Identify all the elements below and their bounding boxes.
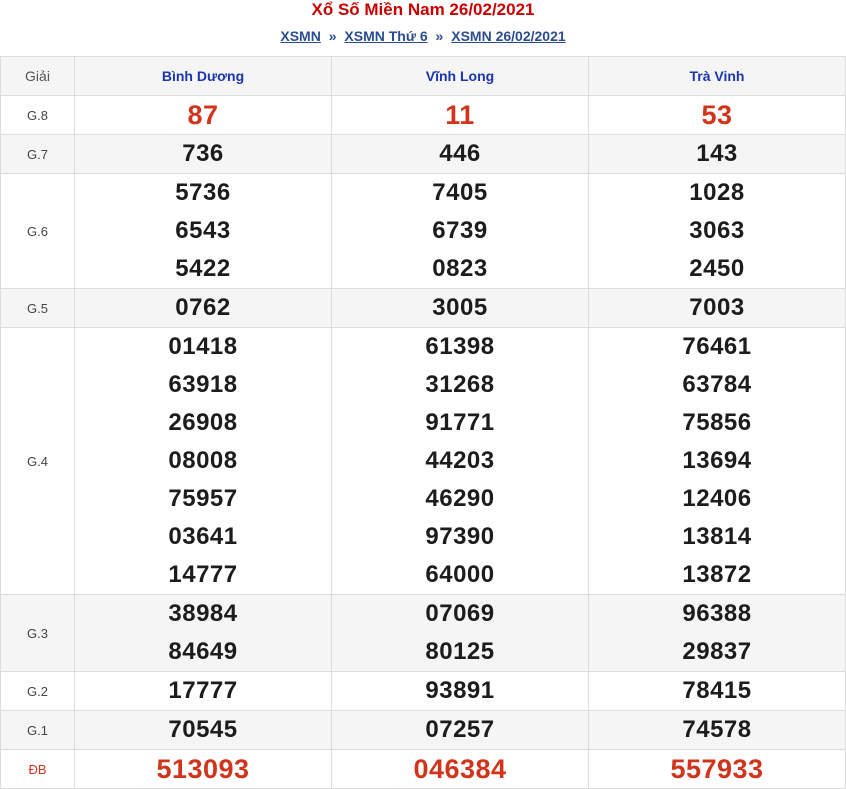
result-cell <box>589 174 846 289</box>
result-number: 46290 <box>425 485 495 512</box>
province-header-tra-vinh[interactable]: Trà Vinh <box>589 57 846 96</box>
result-number: 96388 <box>682 600 752 627</box>
highlight-number: 513093 <box>156 754 250 784</box>
table-row <box>1 96 846 135</box>
breadcrumb-link-xsmn-thu-6[interactable]: XSMN Thứ 6 <box>344 28 428 44</box>
result-cell <box>332 711 589 750</box>
result-number: 12406 <box>682 485 752 512</box>
table-row <box>1 174 846 289</box>
result-number: 64000 <box>425 561 495 588</box>
table-row <box>1 750 846 789</box>
breadcrumb <box>0 26 846 48</box>
result-cell <box>589 672 846 711</box>
result-number: 38984 <box>168 600 238 627</box>
result-cell <box>332 672 589 711</box>
result-number: 14777 <box>168 561 238 588</box>
prize-label: G.6 <box>1 174 75 289</box>
result-cell <box>332 289 589 328</box>
breadcrumb-separator: » <box>328 28 337 44</box>
result-number: 61398 <box>425 333 495 360</box>
result-number: 7405 <box>432 179 488 206</box>
result-number: 13872 <box>682 561 752 588</box>
result-cell <box>332 96 589 135</box>
result-number: 78415 <box>682 677 752 704</box>
result-cell <box>332 174 589 289</box>
result-number: 31268 <box>425 371 495 398</box>
result-cell <box>75 135 332 174</box>
result-cell <box>332 135 589 174</box>
result-number: 93891 <box>425 677 495 704</box>
result-number: 08008 <box>168 447 238 474</box>
result-cell <box>332 595 589 672</box>
breadcrumb-separator: » <box>435 28 444 44</box>
result-cell <box>332 750 589 789</box>
prize-label: G.7 <box>1 135 75 174</box>
result-number: 70545 <box>168 716 238 743</box>
result-cell <box>589 711 846 750</box>
table-row <box>1 595 846 672</box>
result-cell <box>75 96 332 135</box>
prize-label: G.5 <box>1 289 75 328</box>
table-row <box>1 289 846 328</box>
result-number: 01418 <box>168 333 238 360</box>
highlight-number: 11 <box>445 100 475 130</box>
result-number: 75856 <box>682 409 752 436</box>
results-table <box>0 56 846 789</box>
result-cell <box>75 711 332 750</box>
result-number: 5736 <box>175 179 231 206</box>
prize-label: G.4 <box>1 328 75 595</box>
prize-label: ĐB <box>1 750 75 789</box>
result-number: 1028 <box>689 179 745 206</box>
result-number: 03641 <box>168 523 238 550</box>
highlight-number: 87 <box>187 100 219 130</box>
prize-label: G.2 <box>1 672 75 711</box>
result-number: 91771 <box>425 409 495 436</box>
result-number: 143 <box>696 140 738 167</box>
result-number: 2450 <box>689 255 745 282</box>
result-number: 44203 <box>425 447 495 474</box>
result-cell <box>75 328 332 595</box>
table-header-row <box>1 57 846 96</box>
table-row <box>1 672 846 711</box>
result-number: 3005 <box>432 294 488 321</box>
result-cell <box>75 672 332 711</box>
result-number: 6739 <box>432 217 488 244</box>
result-number: 13694 <box>682 447 752 474</box>
result-number: 26908 <box>168 409 238 436</box>
result-number: 0823 <box>432 255 488 282</box>
result-number: 63918 <box>168 371 238 398</box>
highlight-number: 557933 <box>670 754 764 784</box>
result-cell <box>75 595 332 672</box>
result-number: 446 <box>439 140 481 167</box>
breadcrumb-link-xsmn-date[interactable]: XSMN 26/02/2021 <box>451 28 566 44</box>
result-cell <box>589 328 846 595</box>
result-cell <box>75 750 332 789</box>
province-header-vinh-long[interactable]: Vĩnh Long <box>332 57 589 96</box>
result-number: 6543 <box>175 217 231 244</box>
result-number: 80125 <box>425 638 495 665</box>
prize-label: G.3 <box>1 595 75 672</box>
prize-label: G.8 <box>1 96 75 135</box>
result-cell <box>589 595 846 672</box>
result-number: 7003 <box>689 294 745 321</box>
breadcrumb-link-xsmn[interactable]: XSMN <box>280 28 321 44</box>
result-cell <box>589 96 846 135</box>
result-number: 07069 <box>425 600 495 627</box>
result-cell <box>332 328 589 595</box>
result-number: 63784 <box>682 371 752 398</box>
prize-label: G.1 <box>1 711 75 750</box>
result-cell <box>75 289 332 328</box>
highlight-number: 046384 <box>413 754 507 784</box>
result-cell <box>589 750 846 789</box>
result-cell <box>589 135 846 174</box>
province-header-binh-duong[interactable]: Bình Dương <box>75 57 332 96</box>
result-number: 736 <box>182 140 224 167</box>
result-number: 0762 <box>175 294 231 321</box>
page-title: Xổ Số Miền Nam 26/02/2021 <box>311 0 535 19</box>
result-number: 84649 <box>168 638 238 665</box>
table-row <box>1 711 846 750</box>
table-row <box>1 328 846 595</box>
result-number: 3063 <box>689 217 745 244</box>
result-number: 07257 <box>425 716 495 743</box>
result-number: 17777 <box>168 677 238 704</box>
result-number: 75957 <box>168 485 238 512</box>
result-number: 97390 <box>425 523 495 550</box>
result-number: 74578 <box>682 716 752 743</box>
table-row <box>1 135 846 174</box>
result-number: 13814 <box>682 523 752 550</box>
result-cell <box>589 289 846 328</box>
result-number: 76461 <box>682 333 752 360</box>
prize-column-header: Giải <box>1 57 75 96</box>
result-number: 5422 <box>175 255 231 282</box>
result-number: 29837 <box>682 638 752 665</box>
highlight-number: 53 <box>701 100 733 130</box>
result-cell <box>75 174 332 289</box>
